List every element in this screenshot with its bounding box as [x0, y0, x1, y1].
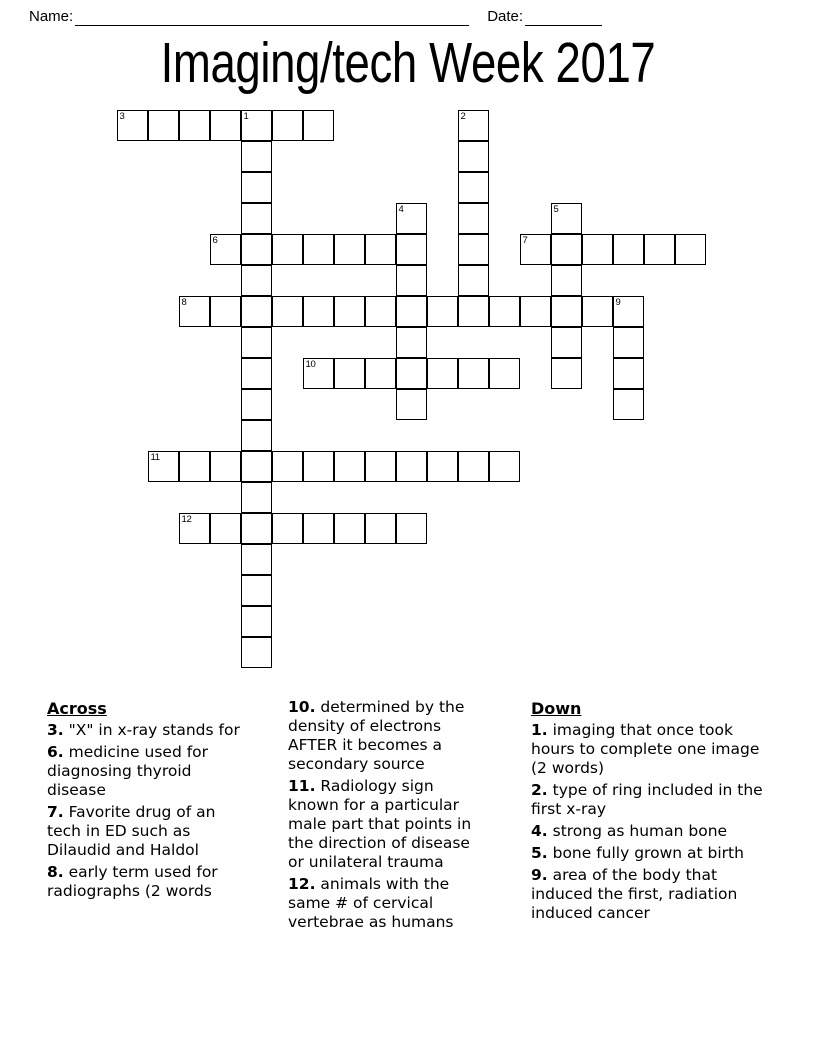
clue-text: medicine used for diagnosing thyroid disease: [47, 743, 209, 799]
clue-item: [47, 743, 245, 800]
grid-cell[interactable]: [675, 234, 706, 265]
clue-item: [47, 863, 245, 901]
grid-cell[interactable]: [489, 451, 520, 482]
grid-cell[interactable]: [520, 234, 551, 265]
grid-cell[interactable]: [241, 327, 272, 358]
grid-cell[interactable]: [396, 296, 427, 327]
grid-cell-number: 5: [553, 204, 559, 215]
grid-cell[interactable]: [241, 482, 272, 513]
grid-cell[interactable]: [334, 296, 365, 327]
grid-cell[interactable]: [303, 358, 334, 389]
across-clue-list-part1: [47, 721, 245, 901]
clue-text: early term used for radiographs (2 words: [47, 863, 218, 900]
grid-cell[interactable]: [458, 203, 489, 234]
clue-number: 4.: [531, 822, 548, 840]
grid-cell[interactable]: [427, 296, 458, 327]
grid-cell[interactable]: [551, 265, 582, 296]
clue-text: type of ring included in the first x-ray: [531, 781, 763, 818]
grid-cell[interactable]: [458, 110, 489, 141]
grid-cell-number: 6: [212, 235, 218, 246]
clue-text: imaging that once took hours to complete one image (2 words): [531, 721, 760, 777]
grid-cell[interactable]: [241, 265, 272, 296]
clue-text: determined by the density of electrons AFTER it becomes a secondary source: [288, 698, 465, 773]
grid-cell[interactable]: [210, 234, 241, 265]
grid-cell[interactable]: [458, 141, 489, 172]
grid-cell-number: 4: [398, 204, 404, 215]
grid-cell[interactable]: [148, 451, 179, 482]
grid-cell[interactable]: [272, 513, 303, 544]
grid-cell[interactable]: [272, 234, 303, 265]
clue-text: animals with the same # of cervical vertebrae as humans: [288, 875, 454, 931]
grid-cell[interactable]: [117, 110, 148, 141]
grid-cell[interactable]: [179, 513, 210, 544]
grid-cell[interactable]: [179, 296, 210, 327]
clue-number: 8.: [47, 863, 64, 881]
grid-cell[interactable]: [644, 234, 675, 265]
grid-cell[interactable]: [241, 451, 272, 482]
grid-cell[interactable]: [241, 296, 272, 327]
grid-cell[interactable]: [396, 234, 427, 265]
clue-item: [288, 875, 489, 932]
grid-cell[interactable]: [179, 110, 210, 141]
grid-cell[interactable]: [551, 358, 582, 389]
grid-cell-number: 12: [181, 514, 192, 525]
grid-cell[interactable]: [458, 358, 489, 389]
clue-number: 9.: [531, 866, 548, 884]
clue-number: 11.: [288, 777, 316, 795]
grid-cell[interactable]: [148, 110, 179, 141]
clue-column-across-1: [0, 698, 245, 904]
grid-cell[interactable]: [272, 110, 303, 141]
grid-cell[interactable]: [241, 110, 272, 141]
grid-cell[interactable]: [396, 451, 427, 482]
grid-cell[interactable]: [551, 234, 582, 265]
grid-cell[interactable]: [241, 141, 272, 172]
name-label: Name:: [29, 8, 74, 25]
grid-cell[interactable]: [551, 296, 582, 327]
clue-number: 1.: [531, 721, 548, 739]
grid-cell[interactable]: [272, 296, 303, 327]
grid-cell[interactable]: [241, 172, 272, 203]
grid-cell[interactable]: [613, 327, 644, 358]
grid-cell[interactable]: [334, 358, 365, 389]
grid-cell[interactable]: [303, 296, 334, 327]
grid-cell[interactable]: [365, 451, 396, 482]
clue-item: [47, 721, 245, 740]
grid-cell[interactable]: [303, 234, 334, 265]
grid-cell[interactable]: [241, 389, 272, 420]
grid-cell[interactable]: [210, 513, 241, 544]
grid-cell[interactable]: [241, 637, 272, 668]
grid-cell[interactable]: [303, 513, 334, 544]
clue-number: 7.: [47, 803, 64, 821]
clue-column-down: [489, 698, 779, 926]
grid-cell[interactable]: [396, 327, 427, 358]
grid-cell[interactable]: [334, 234, 365, 265]
clue-section: [0, 698, 816, 935]
date-label: Date:: [487, 8, 524, 25]
grid-cell[interactable]: [427, 358, 458, 389]
grid-cell[interactable]: [396, 265, 427, 296]
grid-cell-number: 1: [243, 111, 249, 122]
clue-text: bone fully grown at birth: [547, 844, 744, 862]
grid-cell[interactable]: [365, 358, 396, 389]
grid-cell-number: 8: [181, 297, 187, 308]
clue-item: [288, 698, 489, 774]
grid-cell[interactable]: [613, 389, 644, 420]
clue-number: 5.: [531, 844, 548, 862]
clue-item: [288, 777, 489, 872]
grid-cell[interactable]: [365, 234, 396, 265]
clue-text: Favorite drug of an tech in ED such as Dilaudid and Haldol: [47, 803, 216, 859]
grid-cell[interactable]: [179, 451, 210, 482]
grid-cell[interactable]: [396, 389, 427, 420]
grid-cell[interactable]: [582, 234, 613, 265]
grid-cell[interactable]: [241, 575, 272, 606]
clue-item: [47, 803, 245, 860]
grid-cell-number: 2: [460, 111, 466, 122]
grid-cell[interactable]: [241, 358, 272, 389]
grid-cell[interactable]: [458, 172, 489, 203]
grid-cell[interactable]: [334, 513, 365, 544]
grid-cell[interactable]: [210, 451, 241, 482]
clue-text: Radiology sign known for a particular male part that points in the direction of disease or unilateral trauma: [288, 777, 472, 871]
grid-cell[interactable]: [210, 296, 241, 327]
across-clue-list-part2: [288, 698, 489, 932]
grid-cell[interactable]: [303, 451, 334, 482]
grid-cell-number: 10: [305, 359, 316, 370]
grid-cell[interactable]: [365, 513, 396, 544]
clue-text: strong as human bone: [547, 822, 728, 840]
clue-number: 6.: [47, 743, 64, 761]
page-title: Imaging/tech Week 2017: [160, 31, 656, 95]
grid-cell[interactable]: [613, 296, 644, 327]
grid-cell[interactable]: [334, 451, 365, 482]
grid-cell[interactable]: [489, 358, 520, 389]
grid-cell[interactable]: [489, 296, 520, 327]
down-clue-list: [531, 721, 779, 923]
clue-number: 12.: [288, 875, 316, 893]
grid-cell[interactable]: [551, 327, 582, 358]
grid-cell[interactable]: [365, 296, 396, 327]
grid-cell[interactable]: [458, 451, 489, 482]
clue-number: 2.: [531, 781, 548, 799]
grid-cell[interactable]: [458, 296, 489, 327]
clue-item: [531, 822, 779, 841]
grid-cell-number: 3: [119, 111, 125, 122]
grid-cell[interactable]: [582, 296, 613, 327]
grid-cell[interactable]: [396, 203, 427, 234]
grid-cell[interactable]: [303, 110, 334, 141]
clue-column-across-2: [245, 698, 489, 935]
grid-cell[interactable]: [241, 513, 272, 544]
clue-item: [531, 781, 779, 819]
clue-item: [531, 844, 779, 863]
grid-cell[interactable]: [241, 234, 272, 265]
grid-cell-number: 11: [150, 452, 160, 463]
clue-item: [531, 866, 779, 923]
clue-number: 3.: [47, 721, 64, 739]
grid-cell[interactable]: [241, 606, 272, 637]
grid-cell[interactable]: [458, 265, 489, 296]
clue-item: [531, 721, 779, 778]
grid-cell[interactable]: [241, 420, 272, 451]
grid-cell[interactable]: [520, 296, 551, 327]
grid-cell[interactable]: [241, 544, 272, 575]
grid-cell-number: 9: [615, 297, 621, 308]
clue-text: "X" in x-ray stands for: [63, 721, 240, 739]
grid-cell[interactable]: [613, 234, 644, 265]
clue-number: 10.: [288, 698, 316, 716]
grid-cell[interactable]: [396, 513, 427, 544]
grid-cell[interactable]: [551, 203, 582, 234]
grid-cell[interactable]: [458, 234, 489, 265]
grid-cell[interactable]: [613, 358, 644, 389]
grid-cell[interactable]: [272, 451, 303, 482]
clue-text: area of the body that induced the first, radiation induced cancer: [531, 866, 738, 922]
grid-cell[interactable]: [427, 451, 458, 482]
down-heading: Down: [531, 699, 582, 718]
grid-cell[interactable]: [241, 203, 272, 234]
across-heading: Across: [47, 699, 107, 718]
grid-cell[interactable]: [396, 358, 427, 389]
grid-cell-number: 7: [522, 235, 528, 246]
grid-cell[interactable]: [210, 110, 241, 141]
